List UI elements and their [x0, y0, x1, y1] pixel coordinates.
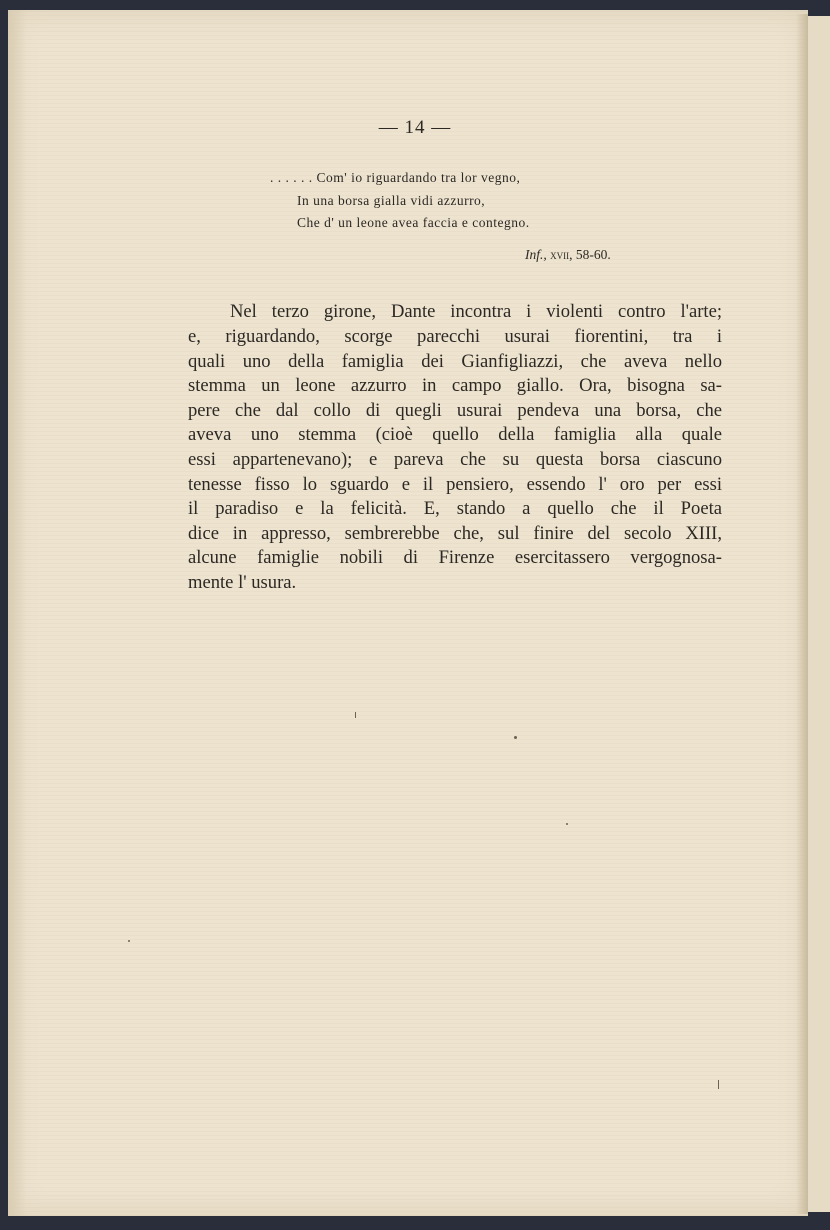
body-line: il paradiso e la felicità. E, stando a quello che il Poeta [188, 498, 722, 519]
epigraph-citation [525, 247, 611, 263]
body-line: Nel terzo girone, Dante incontra i violenti contro l'arte; [230, 301, 722, 322]
citation-work: Inf., [525, 247, 547, 262]
paper-speck [128, 940, 130, 942]
body-line: tenesse fisso lo sguardo e il pensiero, essendo l' oro per essi [188, 474, 722, 495]
epigraph-line: In una borsa gialla vidi azzurro, [297, 193, 486, 208]
citation-verses: 58-60. [575, 247, 611, 262]
body-line: e, riguardando, scorge parecchi usurai fiorentini, tra i [188, 326, 722, 347]
paper-speck [355, 712, 356, 718]
book-page [8, 10, 808, 1216]
paper-speck [514, 736, 517, 739]
page-gutter-shadow [8, 10, 26, 1216]
citation-canto: xvii, [550, 247, 573, 262]
next-page-edge [806, 16, 830, 1212]
body-line: alcune famiglie nobili di Firenze esercitassero vergognosa- [188, 547, 722, 568]
body-line: pere che dal collo di quegli usurai pendeva una borsa, che [188, 400, 722, 421]
page-number: — 14 — [378, 117, 452, 138]
body-line: quali uno della famiglia dei Gianfigliazzi, che aveva nello [188, 351, 722, 372]
body-line: dice in appresso, sembrerebbe che, sul finire del secolo XIII, [188, 523, 722, 544]
body-line: aveva uno stemma (cioè quello della famiglia alla quale [188, 424, 722, 445]
paper-speck [718, 1080, 719, 1089]
page-fore-edge-shadow [796, 14, 808, 1214]
body-line: mente l' usura. [188, 572, 297, 593]
paper-speck [566, 823, 568, 825]
epigraph-line: Che d' un leone avea faccia e contegno. [297, 215, 530, 230]
body-line: essi appartenevano); e pareva che su questa borsa ciascuno [188, 449, 722, 470]
epigraph-line: . . . . . . Com' io riguardando tra lor vegno, [270, 170, 521, 185]
body-line: stemma un leone azzurro in campo giallo. Ora, bisogna sa- [188, 375, 722, 396]
